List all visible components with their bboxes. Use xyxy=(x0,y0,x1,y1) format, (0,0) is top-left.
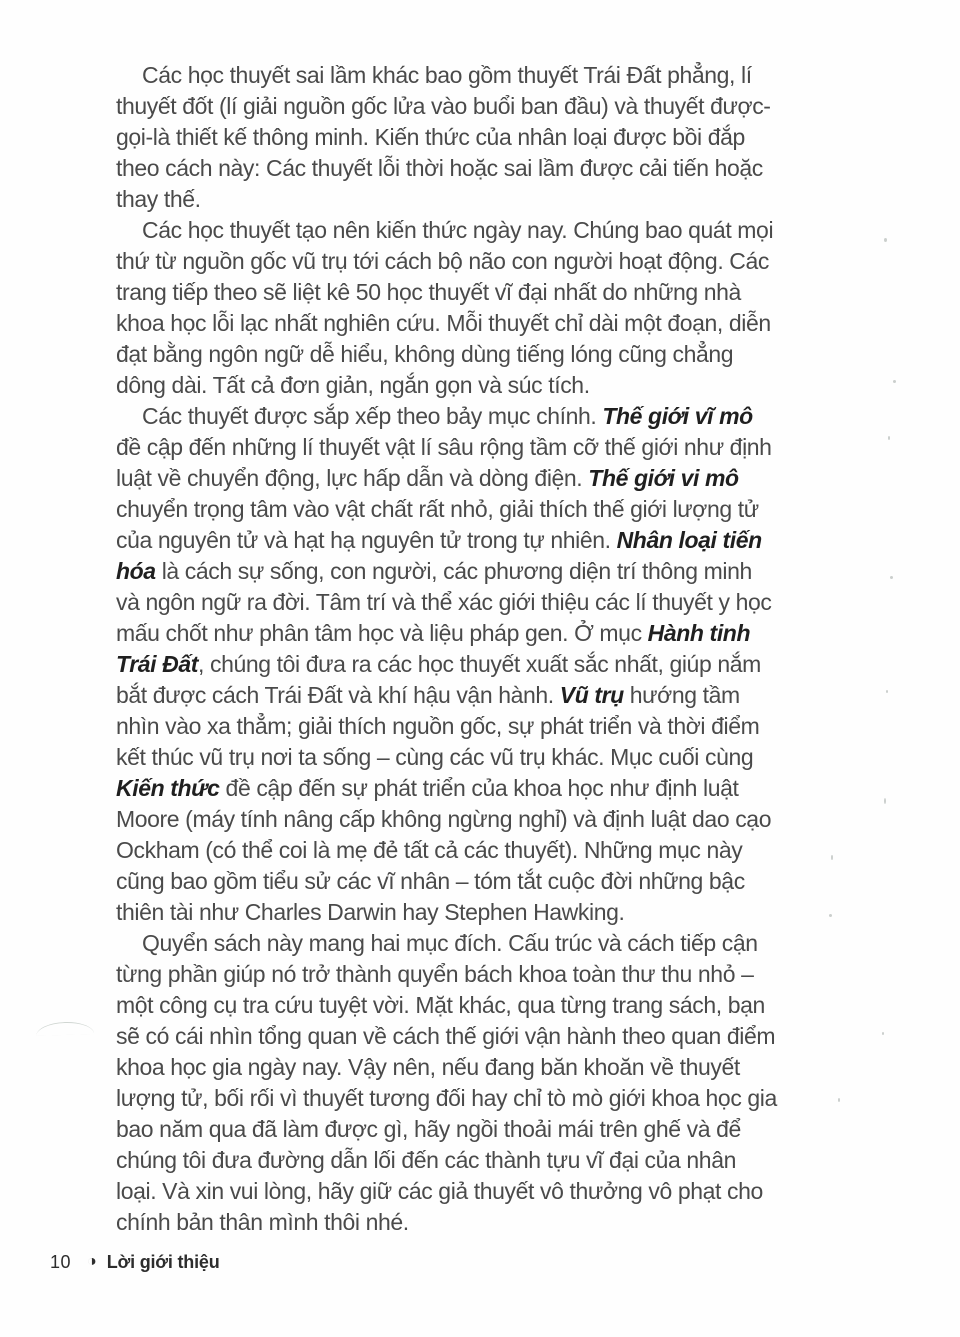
paragraph-text: Quyển sách này mang hai mục đích. Cấu trúc và cách tiếp cận từng phần giúp nó trở thành quyển bách khoa toàn thư thu nhỏ – một công cụ tra cứu tuyệt vời. Mặt khác, qua từng trang sách, bạn sẽ có cái nhìn tổng quan về cách thế giới vận hành theo quan điểm khoa học gia ngày nay. Vậy nên, nếu đang băn khoăn về thuyết lượng tử, bối rối vì thuyết tương đối hay chỉ tò mò giới khoa học gia bao năm qua đã làm được gì, hãy ngồi thoải mái trên ghế và để chúng tôi đưa đường dẫn lối đến các thành tựu vĩ đại của nhân loại. Và xin vui lòng, hãy giữ các giả thuyết vô thưởng vô phạt cho chính bản thân mình thôi nhé. xyxy=(116,930,777,1235)
section-name-emphasis: Thế giới vĩ mô xyxy=(602,403,753,429)
scan-artifact-speck xyxy=(893,380,896,383)
paragraph-text: đề cập đến những lí thuyết vật lí sâu rộng tầm cỡ thế giới như định luật về chuyển động, lực hấp dẫn và dòng điện. xyxy=(116,434,772,491)
page-number: 10 xyxy=(50,1252,72,1272)
scan-artifact-speck xyxy=(882,1032,884,1035)
section-name-emphasis: Nhân loại tiến hóa xyxy=(116,527,762,584)
paragraph-text: , chúng tôi đưa ra các học thuyết xuất sắc nhất, giúp nắm bắt được cách Trái Đất và khí hậu vận hành. xyxy=(116,651,761,708)
paragraph xyxy=(116,215,778,401)
scan-artifact-hair xyxy=(36,1021,94,1036)
section-name-emphasis: Thế giới vi mô xyxy=(588,465,739,491)
section-title: Lời giới thiệu xyxy=(106,1252,220,1272)
paragraph xyxy=(116,60,778,215)
section-name-emphasis: Hành tinh Trái Đất xyxy=(116,620,751,677)
scan-artifact-speck xyxy=(888,436,890,440)
scan-artifact-speck xyxy=(831,855,833,860)
scan-artifact-speck xyxy=(890,576,893,579)
body-text-block xyxy=(116,60,778,1238)
paragraph-text: Các thuyết được sắp xếp theo bảy mục chính. xyxy=(142,403,603,429)
scan-artifact-speck xyxy=(829,914,832,917)
scan-artifact-speck xyxy=(884,238,887,242)
paragraph-text: đề cập đến sự phát triển của khoa học như định luật Moore (máy tính nâng cấp không ngừng nghỉ) và định luật dao cạo Ockham (có thể coi là mẹ đẻ tất cả các thuyết). Những mục này cũng bao gồm tiểu sử các vĩ nhân – tóm tắt cuộc đời những bậc thiên tài như Charles Darwin hay Stephen Hawking. xyxy=(116,775,772,925)
scan-artifact-speck xyxy=(838,1098,840,1102)
paragraph-text: là cách sự sống, con người, các phương diện trí thông minh và ngôn ngữ ra đời. Tâm trí và thể xác giới thiệu các lí thuyết y học mấu chốt như phân tâm học và liệu pháp gen. Ở mục xyxy=(116,558,772,646)
paragraph-text: chuyển trọng tâm vào vật chất rất nhỏ, giải thích thế giới lượng tử của nguyên tử và hạt hạ nguyên tử trong tự nhiên. xyxy=(116,496,759,553)
paragraph xyxy=(116,401,778,928)
page-footer xyxy=(50,1252,220,1273)
scan-artifact-speck xyxy=(884,798,886,804)
paragraph-text: Các học thuyết tạo nên kiến thức ngày nay. Chúng bao quát mọi thứ từ nguồn gốc vũ trụ tới cách bộ não con người hoạt động. Các trang tiếp theo sẽ liệt kê 50 học thuyết vĩ đại nhất do những nhà khoa học lỗi lạc nhất nghiên cứu. Mỗi thuyết chỉ dài một đoạn, diễn đạt bằng ngôn ngữ dễ hiểu, không dùng tiếng lóng cũng chẳng dông dài. Tất cả đơn giản, ngắn gọn và súc tích. xyxy=(116,217,774,398)
section-name-emphasis: Vũ trụ xyxy=(559,682,624,708)
paragraph-text: Các học thuyết sai lầm khác bao gồm thuyết Trái Đất phẳng, lí thuyết đốt (lí giải nguồn gốc lửa vào buổi ban đầu) và thuyết được-gọi-là thiết kế thông minh. Kiến thức của nhân loại được bồi đắp theo cách này: Các thuyết lỗi thời hoặc sai lầm được cải tiến hoặc thay thế. xyxy=(116,62,771,212)
scan-artifact-speck xyxy=(886,690,888,693)
paragraph xyxy=(116,928,778,1238)
half-circle-icon: ◑ xyxy=(87,1252,97,1270)
section-name-emphasis: Kiến thức xyxy=(116,775,220,801)
paragraph-text: hướng tầm nhìn vào xa thẳm; giải thích nguồn gốc, sự phát triển và thời điểm kết thúc vũ trụ nơi ta sống – cùng các vũ trụ khác. Mục cuối cùng xyxy=(116,682,760,770)
